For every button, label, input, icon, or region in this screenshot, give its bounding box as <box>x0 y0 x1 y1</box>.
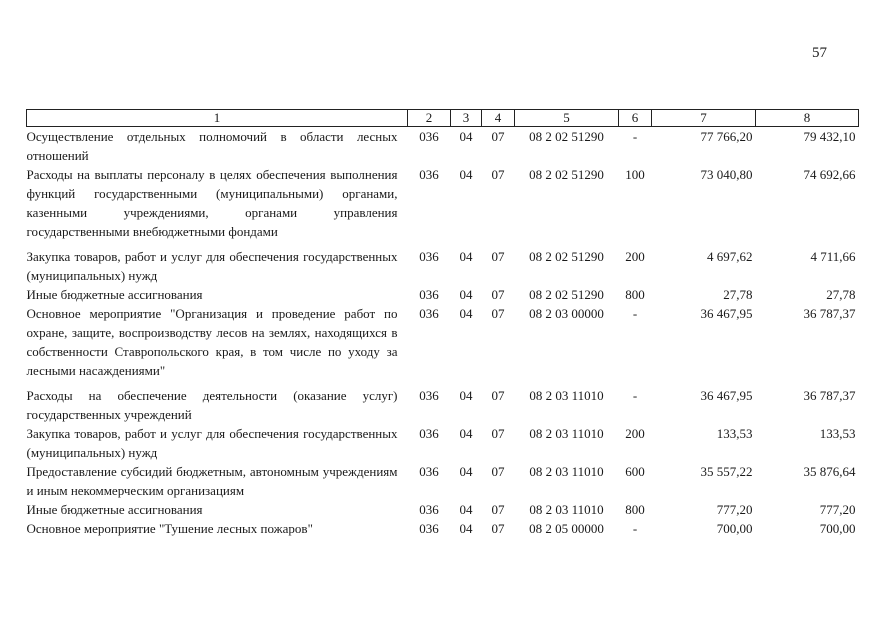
row-amount-year1-cell: 777,20 <box>716 502 753 517</box>
row-admin-code-cell: 036 <box>419 464 439 479</box>
row-name-cell: Закупка товаров, работ и услуг для обеспечения государственных (муниципальных) нужд <box>26 249 398 283</box>
row-name-cell: Закупка товаров, работ и услуг для обеспечения государственных (муниципальных) нужд <box>26 426 398 460</box>
row-section-cell: 04 <box>459 306 473 321</box>
row-target-article-cell: 08 2 03 11010 <box>529 426 604 441</box>
row-target-article-cell: 08 2 03 00000 <box>529 306 604 321</box>
row-expense-type-cell: 600 <box>625 464 645 479</box>
row-subsection-cell: 07 <box>491 502 505 517</box>
row-admin-code-cell: 036 <box>419 306 439 321</box>
row-subsection-cell: 07 <box>491 249 505 264</box>
row-admin-code-cell: 036 <box>419 249 439 264</box>
budget-table <box>26 109 859 538</box>
row-expense-type-cell: - <box>632 306 638 321</box>
row-admin-code-cell: 036 <box>419 426 439 441</box>
row-section-cell: 04 <box>459 521 473 536</box>
table-row <box>27 462 859 500</box>
row-amount-year1-cell: 36 467,95 <box>700 388 753 403</box>
column-header: 7 <box>652 110 756 127</box>
row-amount-year1-cell: 36 467,95 <box>700 306 753 321</box>
row-name-cell: Иные бюджетные ассигнования <box>26 287 203 302</box>
row-amount-year2-cell: 4 711,66 <box>810 249 856 264</box>
row-name-cell: Осуществление отдельных полномочий в области лесных отношений <box>26 129 398 163</box>
row-amount-year2-cell: 777,20 <box>819 502 856 517</box>
row-amount-year1-cell: 35 557,22 <box>700 464 753 479</box>
row-expense-type-cell: 200 <box>625 249 645 264</box>
row-admin-code-cell: 036 <box>419 129 439 144</box>
row-section-cell: 04 <box>459 167 473 182</box>
row-expense-type-cell: 800 <box>625 287 645 302</box>
row-name-cell: Предоставление субсидий бюджетным, автономным учреждениям и иным некоммерческим организациям <box>26 464 398 498</box>
table-row <box>27 304 859 386</box>
page-number: 57 <box>812 45 827 61</box>
row-expense-type-cell: 100 <box>625 167 645 182</box>
row-section-cell: 04 <box>459 388 473 403</box>
row-amount-year1-cell: 133,53 <box>716 426 753 441</box>
row-amount-year1-cell: 27,78 <box>723 287 753 302</box>
row-name-cell: Основное мероприятие "Тушение лесных пожаров" <box>26 521 313 536</box>
row-subsection-cell: 07 <box>491 521 505 536</box>
row-expense-type-cell: - <box>632 129 638 144</box>
row-admin-code-cell: 036 <box>419 502 439 517</box>
table-row <box>27 285 859 304</box>
column-header: 8 <box>756 110 859 127</box>
column-header: 5 <box>515 110 619 127</box>
table-row <box>27 500 859 519</box>
column-header: 1 <box>27 110 408 127</box>
row-target-article-cell: 08 2 03 11010 <box>529 388 604 403</box>
row-target-article-cell: 08 2 02 51290 <box>529 167 604 182</box>
row-amount-year2-cell: 35 876,64 <box>803 464 856 479</box>
row-subsection-cell: 07 <box>491 167 505 182</box>
table-row <box>27 165 859 247</box>
row-amount-year2-cell: 36 787,37 <box>803 306 856 321</box>
table-row <box>27 519 859 538</box>
column-header: 4 <box>482 110 515 127</box>
row-target-article-cell: 08 2 02 51290 <box>529 287 604 302</box>
row-name-cell: Расходы на обеспечение деятельности (оказание услуг) государственных учреждений <box>26 388 398 422</box>
row-amount-year2-cell: 27,78 <box>826 287 856 302</box>
row-amount-year1-cell: 77 766,20 <box>700 129 753 144</box>
row-subsection-cell: 07 <box>491 306 505 321</box>
row-target-article-cell: 08 2 03 11010 <box>529 464 604 479</box>
table-row <box>27 386 859 424</box>
row-subsection-cell: 07 <box>491 287 505 302</box>
row-section-cell: 04 <box>459 249 473 264</box>
row-name-cell: Иные бюджетные ассигнования <box>26 502 203 517</box>
row-amount-year2-cell: 79 432,10 <box>803 129 856 144</box>
row-expense-type-cell: - <box>632 521 638 536</box>
row-section-cell: 04 <box>459 464 473 479</box>
row-name-cell: Расходы на выплаты персоналу в целях обеспечения выполнения функций государственными (муниципальными) органами, казенными учреждениями, органами управления государственными внебюджетными фондами <box>26 167 398 239</box>
row-amount-year2-cell: 74 692,66 <box>803 167 856 182</box>
row-subsection-cell: 07 <box>491 129 505 144</box>
row-amount-year1-cell: 700,00 <box>716 521 753 536</box>
row-admin-code-cell: 036 <box>419 287 439 302</box>
row-target-article-cell: 08 2 02 51290 <box>529 249 604 264</box>
column-header: 2 <box>408 110 451 127</box>
column-header: 6 <box>619 110 652 127</box>
row-admin-code-cell: 036 <box>419 521 439 536</box>
row-subsection-cell: 07 <box>491 426 505 441</box>
row-target-article-cell: 08 2 03 11010 <box>529 502 604 517</box>
row-amount-year2-cell: 36 787,37 <box>803 388 856 403</box>
row-amount-year2-cell: 133,53 <box>819 426 856 441</box>
row-expense-type-cell: 800 <box>625 502 645 517</box>
row-expense-type-cell: 200 <box>625 426 645 441</box>
row-admin-code-cell: 036 <box>419 167 439 182</box>
table-row <box>27 247 859 285</box>
table-row <box>27 127 859 166</box>
row-amount-year1-cell: 4 697,62 <box>707 249 753 264</box>
row-amount-year1-cell: 73 040,80 <box>700 167 753 182</box>
row-subsection-cell: 07 <box>491 464 505 479</box>
row-target-article-cell: 08 2 05 00000 <box>529 521 604 536</box>
table-row <box>27 424 859 462</box>
row-section-cell: 04 <box>459 426 473 441</box>
row-expense-type-cell: - <box>632 388 638 403</box>
row-section-cell: 04 <box>459 287 473 302</box>
row-section-cell: 04 <box>459 129 473 144</box>
row-admin-code-cell: 036 <box>419 388 439 403</box>
row-section-cell: 04 <box>459 502 473 517</box>
row-amount-year2-cell: 700,00 <box>819 521 856 536</box>
column-header: 3 <box>451 110 482 127</box>
row-name-cell: Основное мероприятие "Организация и проведение работ по охране, защите, воспроизводству лесов на землях, находящихся в собственности Ставропольского края, в том числе по уходу за лесными насаждениями" <box>26 306 398 378</box>
row-subsection-cell: 07 <box>491 388 505 403</box>
row-target-article-cell: 08 2 02 51290 <box>529 129 604 144</box>
header-row <box>27 110 859 127</box>
